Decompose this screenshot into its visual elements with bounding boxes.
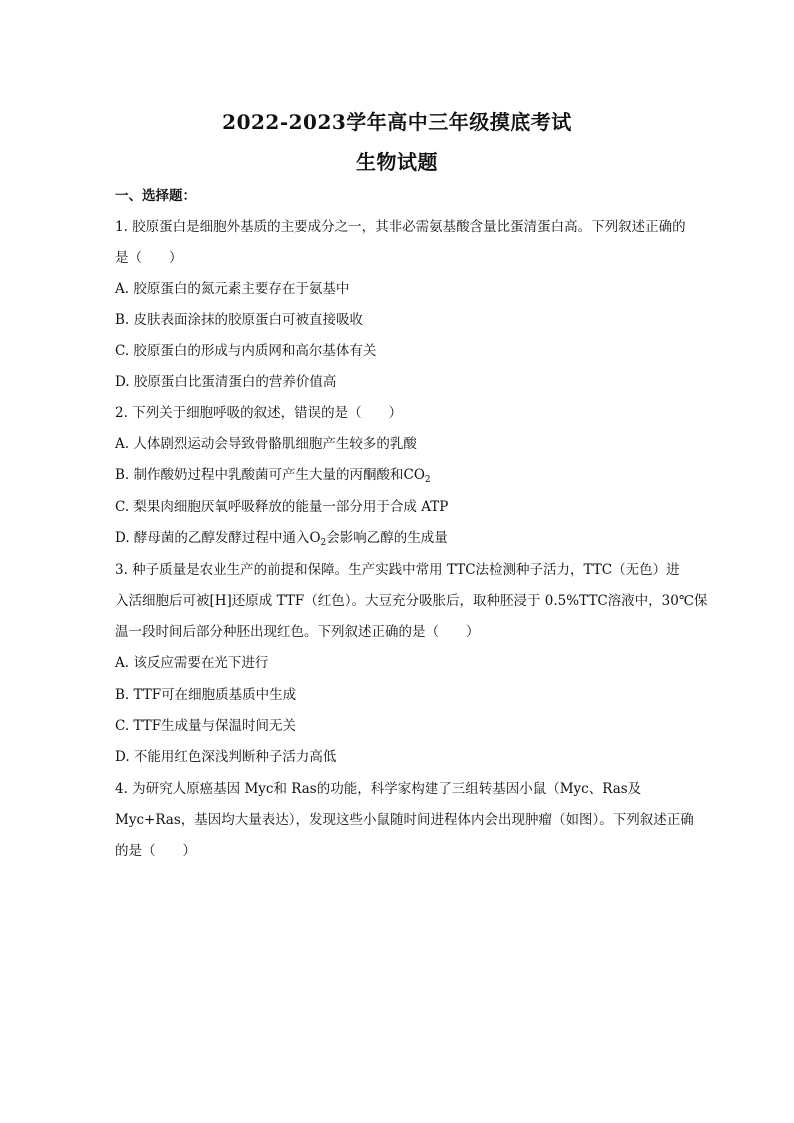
q3-stem-line-1: 3. 种子质量是农业生产的前提和保障。生产实践中常用 TTC法检测种子活力，TTC（无色）进 — [115, 562, 680, 578]
q4-stem-line-1: 4. 为研究人原癌基因 Myc和 Ras的功能，科学家构建了三组转基因小鼠（Myc、Ras及 — [115, 781, 642, 797]
q2-option-d — [115, 529, 705, 547]
q3-option-c: C. TTF生成量与保温时间无关 — [115, 718, 297, 734]
q1-stem-line-2: 是（ ） — [115, 250, 183, 266]
q2-option-d-subscript: 2 — [320, 538, 327, 548]
q1-option-d: D. 胶原蛋白比蛋清蛋白的营养价值高 — [115, 374, 337, 390]
exam-subtitle: 生物试题 — [356, 150, 438, 174]
q3-stem-line-3: 温一段时间后部分种胚出现红色。下列叙述正确的是（ ） — [115, 624, 480, 640]
q2-option-b-subscript: 2 — [424, 475, 431, 485]
q3-option-b: B. TTF可在细胞质基质中生成 — [115, 687, 297, 703]
q1-option-a: A. 胶原蛋白的氮元素主要存在于氨基中 — [115, 281, 350, 297]
q1-option-c: C. 胶原蛋白的形成与内质网和高尔基体有关 — [115, 343, 377, 359]
q1-stem-line-1: 1. 胶原蛋白是细胞外基质的主要成分之一，其非必需氨基酸含量比蛋清蛋白高。下列叙述正确的 — [115, 219, 686, 235]
q2-stem: 2. 下列关于细胞呼吸的叙述，错误的是（ ） — [115, 405, 403, 421]
q3-option-d: D. 不能用红色深浅判断种子活力高低 — [115, 749, 337, 765]
q4-stem-line-2: Myc+Ras，基因均大量表达），发现这些小鼠随时间进程体内会出现肿瘤（如图）。下列叙述正确 — [115, 812, 694, 828]
q2-option-b-formula: CO — [403, 467, 425, 483]
q2-option-d-text: D. 酵母菌的乙醇发酵过程中通入 — [115, 530, 310, 546]
q2-option-d-formula: O — [309, 530, 321, 546]
q2-option-a: A. 人体剧烈运动会导致骨骼肌细胞产生较多的乳酸 — [115, 436, 417, 452]
exam-title: 2022-2023学年高中三年级摸底考试 — [222, 110, 572, 134]
q2-option-b — [115, 466, 705, 484]
q2-option-d-tail: 会影响乙醇的生成量 — [326, 530, 448, 546]
q2-option-c: C. 梨果肉细胞厌氧呼吸释放的能量一部分用于合成 ATP — [115, 499, 449, 515]
q2-option-b-text: B. 制作酸奶过程中乳酸菌可产生大量的丙酮酸和 — [115, 467, 404, 483]
q1-option-b: B. 皮肤表面涂抹的胶原蛋白可被直接吸收 — [115, 312, 364, 328]
section-heading: 一、选择题： — [115, 188, 196, 204]
q3-stem-line-2: 入活细胞后可被[H]还原成 TTF（红色）。大豆充分吸胀后，取种胚浸于 0.5%TTC溶液中，30℃保 — [115, 593, 708, 609]
q4-stem-line-3: 的是（ ） — [115, 843, 196, 859]
q3-option-a: A. 该反应需要在光下进行 — [115, 655, 269, 671]
